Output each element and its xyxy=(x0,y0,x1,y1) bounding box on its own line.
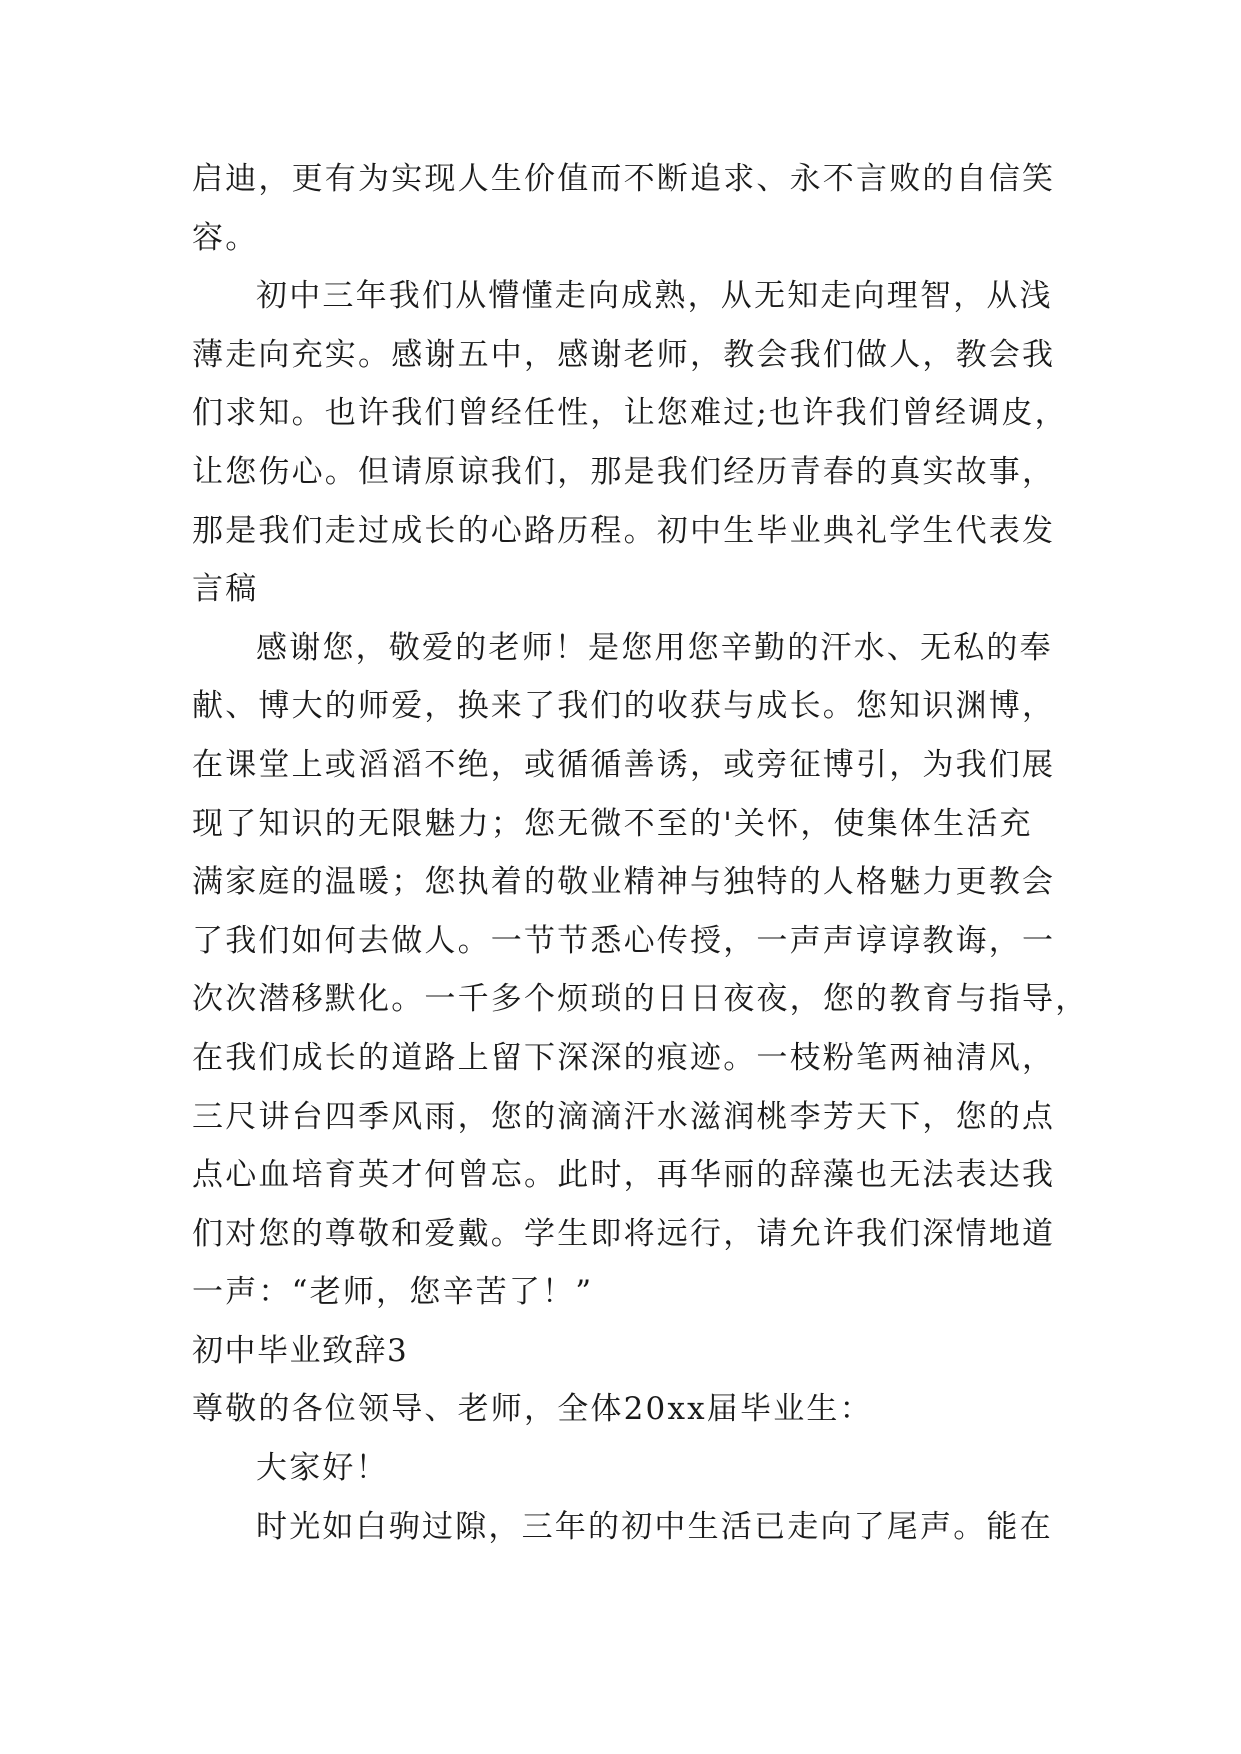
paragraph-line: 献、博大的师爱，换来了我们的收获与成长。您知识渊博， xyxy=(192,688,1056,725)
paragraph-line: 在课堂上或滔滔不绝，或循循善诱，或旁征博引，为我们展 xyxy=(192,746,1056,783)
paragraph-line: 三尺讲台四季风雨，您的滴滴汗水滋润桃李芳天下，您的点 xyxy=(192,1098,1056,1135)
paragraph-line: 在我们成长的道路上留下深深的痕迹。一枝粉笔两袖清风， xyxy=(192,1039,1056,1076)
paragraph-line: 了我们如何去做人。一节节悉心传授，一声声谆谆教诲，一 xyxy=(192,922,1056,959)
paragraph-line: 们求知。也许我们曾经任性，让您难过;也许我们曾经调皮， xyxy=(192,395,1068,432)
paragraph-line: 容。 xyxy=(192,219,259,256)
document-body xyxy=(192,150,1089,1556)
salutation: 尊敬的各位领导、老师，全体20xx届毕业生： xyxy=(192,1391,873,1428)
paragraph-line: 点心血培育英才何曾忘。此时，再华丽的辞藻也无法表达我 xyxy=(192,1157,1056,1194)
paragraph-line: 让您伤心。但请原谅我们，那是我们经历青春的真实故事， xyxy=(192,453,1056,490)
paragraph-line: 启迪，更有为实现人生价值而不断追求、永不言败的自信笑 xyxy=(192,161,1056,197)
paragraph-line: 一声：“老师，您辛苦了！” xyxy=(192,1274,594,1311)
paragraph-line: 满家庭的温暖；您执着的敬业精神与独特的人格魅力更教会 xyxy=(192,864,1056,901)
section-title: 初中毕业致辞3 xyxy=(192,1332,409,1369)
paragraph-line: 感谢您，敬爱的老师！是您用您辛勤的汗水、无私的奉 xyxy=(256,629,1053,666)
greeting: 大家好！ xyxy=(256,1450,389,1487)
paragraph-line: 初中三年我们从懵懂走向成熟，从无知走向理智，从浅 xyxy=(256,278,1053,315)
paragraph-line: 那是我们走过成长的心路历程。初中生毕业典礼学生代表发 xyxy=(192,512,1056,549)
paragraph-line: 次次潜移默化。一千多个烦琐的日日夜夜，您的教育与指导， xyxy=(192,981,1089,1018)
paragraph-line: 时光如白驹过隙，三年的初中生活已走向了尾声。能在 xyxy=(256,1508,1053,1545)
paragraph-line: 言稿 xyxy=(192,571,259,608)
paragraph-line: 现了知识的无限魅力；您无微不至的'关怀，使集体生活充 xyxy=(192,805,1033,842)
paragraph-line: 们对您的尊敬和爱戴。学生即将远行，请允许我们深情地道 xyxy=(192,1215,1056,1252)
paragraph-line: 薄走向充实。感谢五中，感谢老师，教会我们做人，教会我 xyxy=(192,336,1056,373)
